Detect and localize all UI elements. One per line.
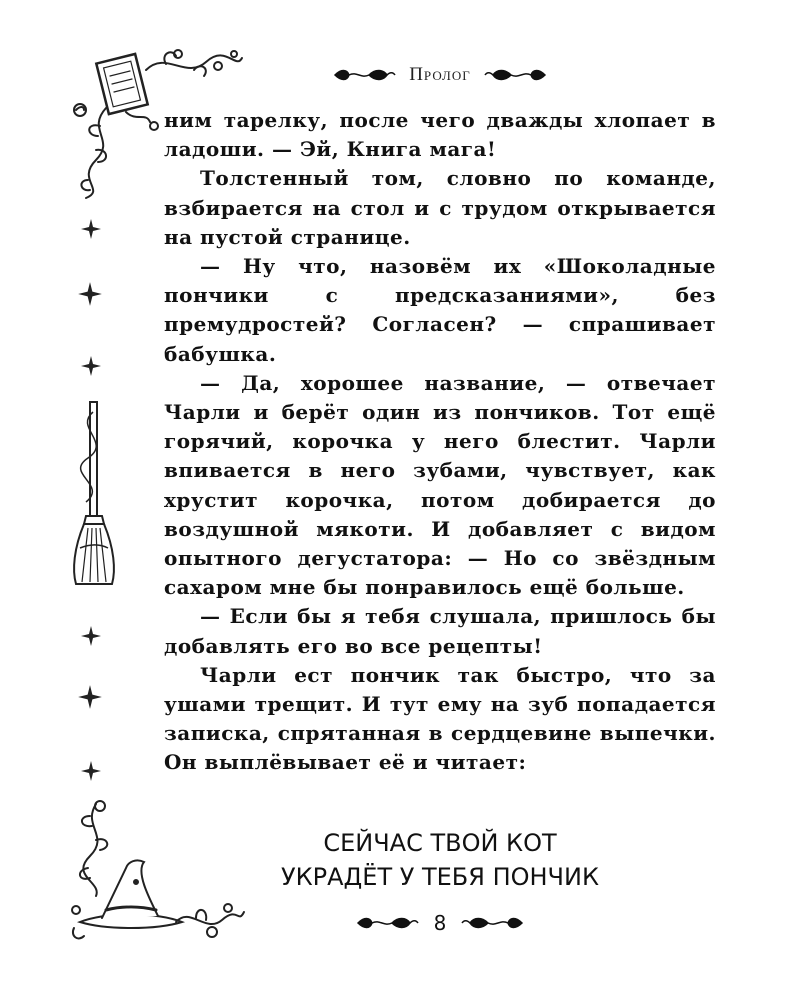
running-header <box>300 60 580 90</box>
flourish-icon <box>356 914 420 932</box>
sparkle-icon <box>80 625 102 647</box>
note-line: СЕЙЧАС ТВОЙ КОТ <box>323 829 557 857</box>
sparkle-icon <box>77 281 103 307</box>
paragraph: ним тарелку, после чего дважды хлопает в ладоши. — Эй, Книга мага! <box>164 108 716 162</box>
flourish-icon <box>483 66 547 84</box>
body-text <box>164 106 716 778</box>
prediction-note <box>164 826 716 894</box>
paragraph: — Если бы я тебя слушала, пришлось бы добавлять его во все рецепты! <box>164 604 716 658</box>
sparkle-icon <box>80 218 102 240</box>
sparkle-icon <box>77 684 103 710</box>
page-footer <box>330 908 550 938</box>
paragraph: — Да, хорошее название, — отвечает Чарли и берёт один из пончиков. Тот ещё горячий, корочка у него блестит. Чарли впивается в него зубами, чувствует, как хрустит корочка, потом добирается до воздушной мякоти. И добавляет с видом опытного дегустатора: — Но со звёздным сахаром мне бы понравилось ещё больше. <box>164 370 716 600</box>
sparkle-icon <box>80 760 102 782</box>
paragraph: Чарли ест пончик так быстро, что за ушами трещит. И тут ему на зуб попадается записка, спрятанная в сердцевине выпечки. Он выплёвывает её и читает: <box>164 662 716 775</box>
sparkle-icon <box>80 355 102 377</box>
paragraph: — Ну что, назовём их «Шоколадные пончики с предсказаниями», без премудростей? Согласен? — спрашивает бабушка. <box>164 254 716 366</box>
page-number: 8 <box>433 911 447 935</box>
flourish-icon <box>460 914 524 932</box>
broom-icon <box>64 398 124 588</box>
chapter-title: Пролог <box>409 64 471 85</box>
note-line: УКРАДЁТ У ТЕБЯ ПОНЧИК <box>280 863 600 891</box>
flourish-icon <box>333 66 397 84</box>
paragraph: Толстенный том, словно по команде, взбирается на стол и с трудом открывается на пустой странице. <box>164 166 716 249</box>
